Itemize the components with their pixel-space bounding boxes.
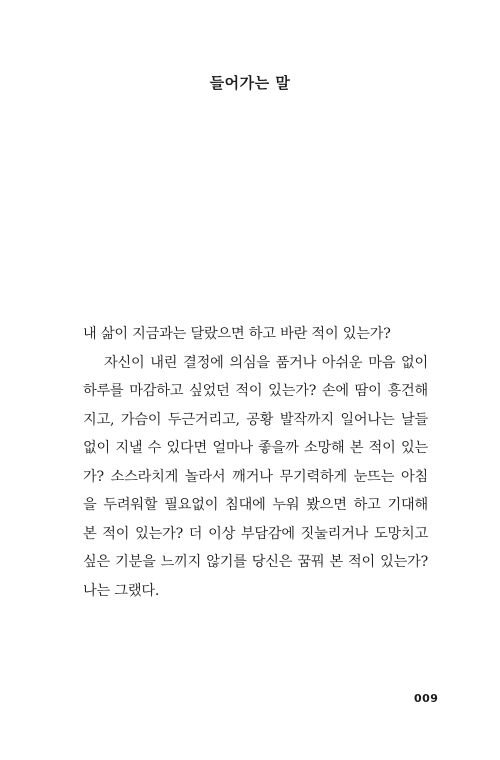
text-line: 자신이 내린 결정에 의심을 품거나 아쉬운 마음 없이 [104,354,428,371]
text-line: 하루를 마감하고 싶었던 적이 있는가? 손에 땀이 흥건해 [83,383,428,399]
text-line: 나는 그랬다. [83,582,160,599]
text-line: 싶은 기분을 느끼지 않기를 당신은 꿈꿔 본 적이 있는가? [83,554,428,570]
text-line: 없이 지낼 수 있다면 얼마나 좋을까 소망해 본 적이 있는 [83,440,428,456]
page-number: 009 [414,692,439,705]
text-line: 지고, 가슴이 두근거리고, 공황 발작까지 일어나는 날들 [83,411,428,428]
text-line: 본 적이 있는가? 더 이상 부담감에 짓눌리거나 도망치고 [83,525,428,542]
text-line: 을 두려워할 필요없이 침대에 누워 봤으면 하고 기대해 [83,497,428,513]
text-line: 내 삶이 지금과는 달랐으면 하고 바란 적이 있는가? [83,326,391,342]
body-paragraphs [83,320,428,605]
chapter-title: 들어가는 말 [209,74,291,92]
text-line: 가? 소스라치게 놀라서 깨거나 무기력하게 눈뜨는 아침 [83,468,428,485]
